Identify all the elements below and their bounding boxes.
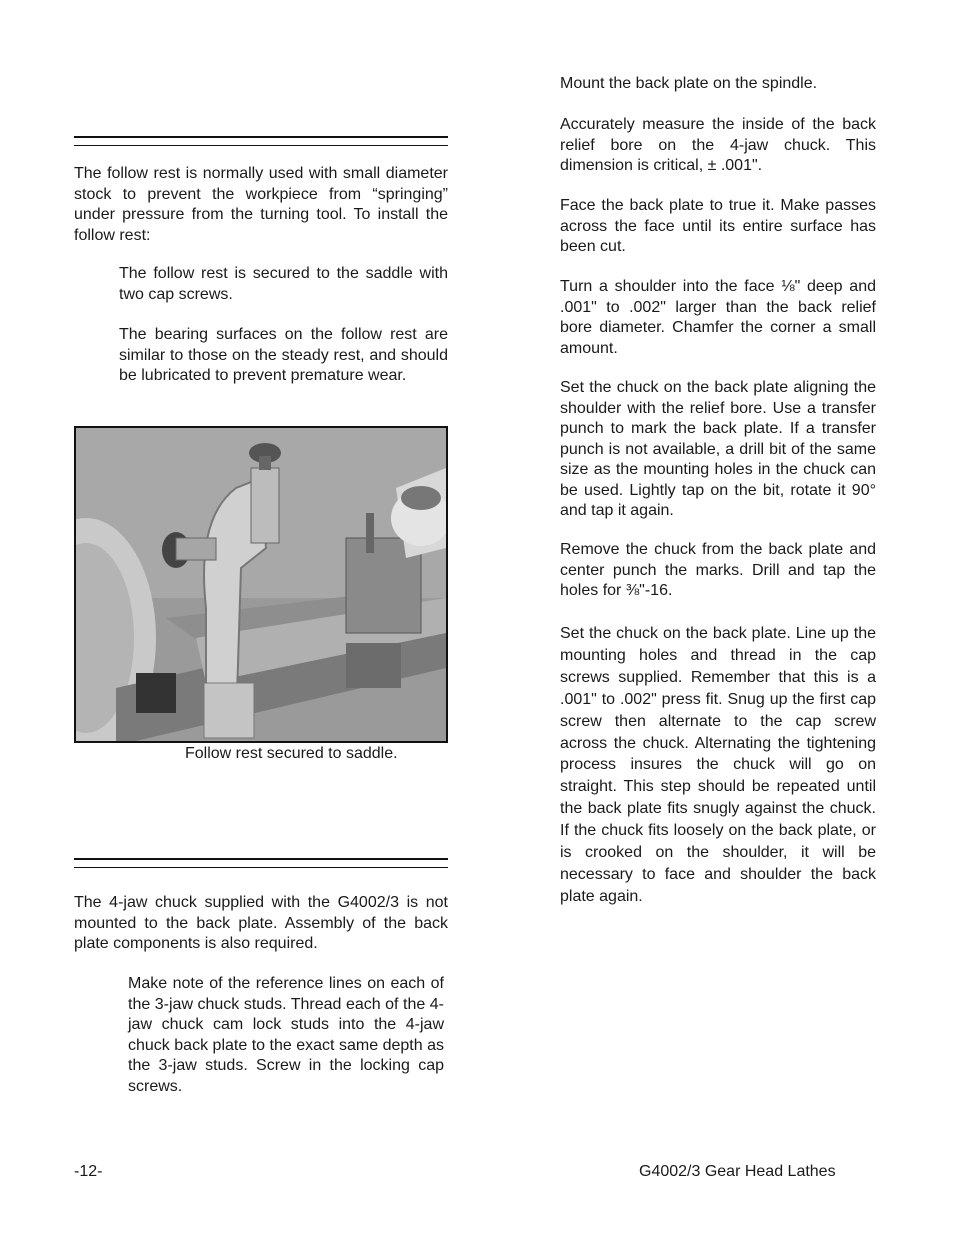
back-plate-step-mount-chuck: Set the chuck on the back plate. Line up the mounting holes and thread in the cap screws supplied. Remember that this is a .001" to .002" press fit. Snug up the first cap screw then alternate to the cap screw across the chuck. Alternating the tightening process insures the chuck will go on straight. This step should be repeated until the back plate fits snugly against the chuck. If the chuck fits loosely on the back plate, or is crooked on the shoulder, it will be necessary to face and shoulder the back plate again. <box>560 625 876 905</box>
follow-rest-step-1: The follow rest is secured to the saddle with two cap screws. <box>119 265 448 303</box>
follow-rest-step-2: The bearing surfaces on the follow rest are similar to those on the steady rest, and should be lubricated to prevent premature wear. <box>119 326 448 384</box>
follow-rest-photo <box>74 426 448 743</box>
photo-caption: Follow rest secured to saddle. <box>185 745 398 762</box>
back-plate-step-mount: Mount the back plate on the spindle. <box>560 75 818 92</box>
back-plate-step-drill-tap: Remove the chuck from the back plate and center punch the marks. Drill and tap the holes for ⅜"-16. <box>560 541 876 599</box>
follow-rest-illustration <box>76 428 446 741</box>
back-plate-step-measure: Accurately measure the inside of the back relief bore on the 4-jaw chuck. This dimension is critical, ± .001". <box>560 116 876 174</box>
chuck-intro: The 4-jaw chuck supplied with the G4002/3 is not mounted to the back plate. Assembly of the back plate components is also required. <box>74 894 448 952</box>
section-rule-4-jaw-chuck <box>74 858 448 868</box>
back-plate-step-transfer-punch: Set the chuck on the back plate aligning the shoulder with the relief bore. Use a transfer punch to mark the back plate. If a transfer punch is not available, a drill bit of the same size as the mounting holes in the chuck can be used. Lightly tap on the bit, rotate it 90° and tap it again. <box>560 379 876 519</box>
page-number: -12- <box>74 1163 103 1180</box>
follow-rest-intro: The follow rest is normally used with small diameter stock to prevent the workpiece from “springing” under pressure from the turning tool. To install the follow rest: <box>74 165 448 244</box>
chuck-step-1: Make note of the reference lines on each of the 3-jaw chuck studs. Thread each of the 4-jaw chuck cam lock studs into the 4-jaw chuck back plate to the exact same depth as the 3-jaw studs. Screw in the locking cap screws. <box>128 975 444 1095</box>
section-rule-follow-rest <box>74 136 448 146</box>
document-title: G4002/3 Gear Head Lathes <box>639 1163 836 1180</box>
back-plate-step-face: Face the back plate to true it. Make passes across the face until its entire surface has been cut. <box>560 197 876 255</box>
back-plate-step-shoulder: Turn a shoulder into the face ⅛" deep and .001" to .002" larger than the back relief bore diameter. Chamfer the corner a small amount. <box>560 278 876 357</box>
